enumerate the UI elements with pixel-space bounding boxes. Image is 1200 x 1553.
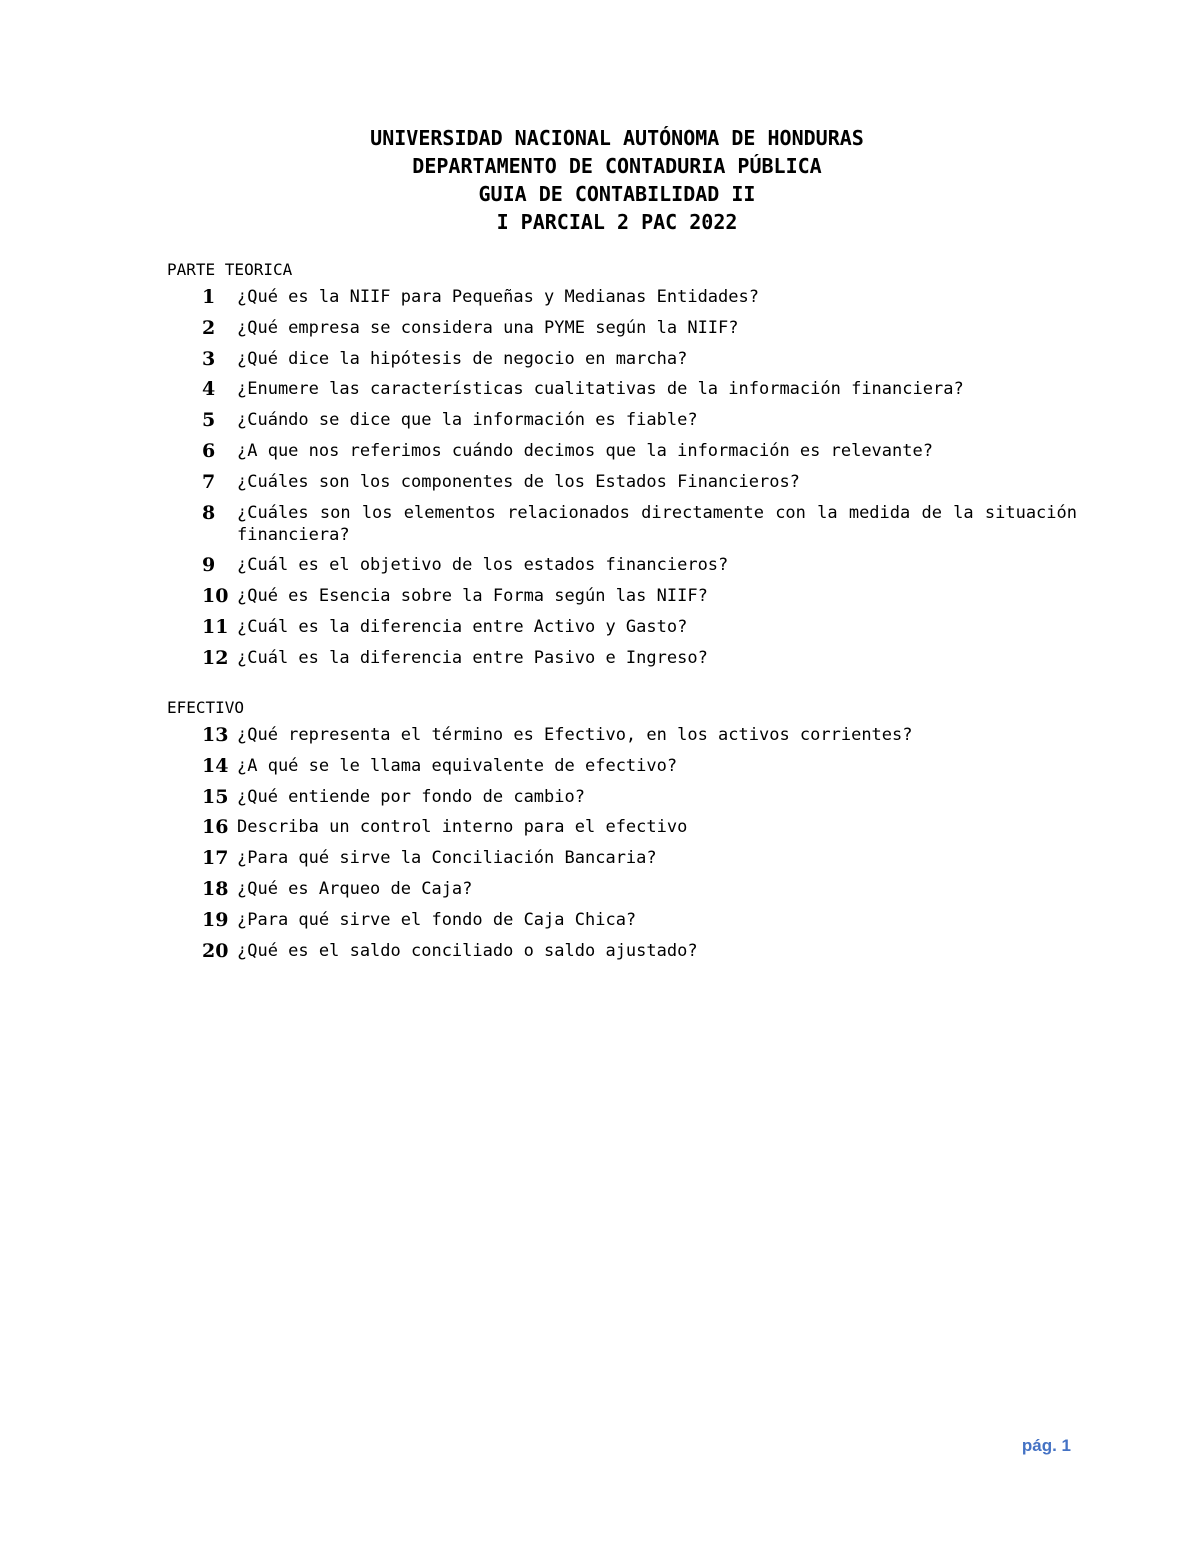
list-item [167, 440, 1077, 462]
question-number: 14 [202, 754, 229, 777]
question-number: 6 [202, 439, 216, 462]
question-list [167, 724, 1077, 962]
header-exam-period: I PARCIAL 2 PAC 2022 [496, 210, 738, 234]
page-number: pág. 1 [1021, 1436, 1071, 1455]
list-item [167, 616, 1077, 638]
question-number: 10 [202, 585, 229, 608]
list-item [167, 471, 1077, 493]
question-text: ¿Qué representa el término es Efectivo, en los activos corrientes? [237, 725, 913, 745]
question-text: ¿Cuáles son los componentes de los Estados Financieros? [237, 471, 800, 492]
question-number: 3 [202, 347, 216, 370]
list-item [167, 585, 1077, 607]
header-department: DEPARTAMENTO DE CONTADURIA PÚBLICA [412, 154, 822, 178]
list-item [167, 647, 1077, 669]
list-item [167, 317, 1077, 339]
question-text: ¿Cuándo se dice que la información es fiable? [237, 410, 698, 431]
list-item [167, 554, 1077, 576]
question-text: ¿Qué es la NIIF para Pequeñas y Medianas Entidades? [237, 287, 759, 307]
question-number: 13 [202, 724, 229, 746]
header-guide-title: GUIA DE CONTABILIDAD II [478, 182, 756, 206]
header-university: UNIVERSIDAD NACIONAL AUTÓNOMA DE HONDURAS [370, 126, 864, 150]
question-number: 8 [202, 501, 216, 524]
list-item [167, 755, 1077, 777]
list-item [167, 286, 1077, 308]
question-text: ¿Qué es el saldo conciliado o saldo ajustado? [237, 940, 698, 961]
list-item [167, 724, 1077, 746]
question-text: Describa un control interno para el efectivo [237, 817, 688, 838]
question-text: ¿Qué es Arqueo de Caja? [237, 878, 473, 899]
question-number: 7 [202, 470, 216, 493]
question-number: 16 [202, 816, 229, 839]
list-item [167, 348, 1077, 370]
list-item [167, 786, 1077, 808]
question-number: 12 [202, 646, 229, 669]
question-number: 19 [202, 908, 229, 931]
question-text: ¿Cuál es el objetivo de los estados financieros? [237, 555, 729, 576]
question-text: ¿Enumere las características cualitativas de la información financiera? [237, 379, 964, 400]
list-item [167, 378, 1077, 400]
question-text: ¿Para qué sirve el fondo de Caja Chica? [237, 909, 637, 930]
question-number: 17 [202, 847, 229, 870]
list-item [167, 878, 1077, 900]
list-item [167, 816, 1077, 838]
section-title: EFECTIVO [167, 698, 245, 717]
list-item [167, 940, 1077, 962]
question-text: ¿Qué empresa se considera una PYME según la NIIF? [237, 317, 739, 338]
question-text: ¿Qué es Esencia sobre la Forma según las NIIF? [237, 586, 708, 607]
question-text: ¿Cuál es la diferencia entre Pasivo e Ingreso? [237, 647, 708, 668]
question-number: 2 [202, 316, 216, 339]
question-number: 1 [202, 286, 216, 308]
question-text: ¿Qué entiende por fondo de cambio? [237, 786, 585, 807]
section-title: PARTE TEORICA [167, 260, 293, 279]
list-item [167, 909, 1077, 931]
question-number: 20 [202, 939, 229, 962]
list-item [167, 847, 1077, 869]
question-text: ¿A qué se le llama equivalente de efectivo? [237, 755, 678, 776]
question-text: ¿Cuáles son los elementos relacionados directamente con la medida de la situación financiera? [237, 502, 1077, 545]
question-number: 11 [202, 615, 229, 638]
question-number: 18 [202, 877, 229, 900]
question-text: ¿Para qué sirve la Conciliación Bancaria? [237, 848, 657, 869]
question-text: ¿Qué dice la hipótesis de negocio en marcha? [237, 348, 688, 369]
question-number: 15 [202, 785, 229, 808]
question-number: 9 [202, 554, 216, 577]
question-number: 5 [202, 409, 216, 432]
question-list [167, 286, 1077, 669]
question-text: ¿A que nos referimos cuándo decimos que la información es relevante? [237, 440, 933, 461]
question-number: 4 [202, 378, 216, 401]
list-item [167, 502, 1077, 546]
list-item [167, 409, 1077, 431]
section-parte-teorica [167, 260, 1077, 678]
document-header [0, 124, 1200, 236]
section-efectivo [167, 698, 1077, 970]
question-text: ¿Cuál es la diferencia entre Activo y Gasto? [237, 616, 688, 637]
